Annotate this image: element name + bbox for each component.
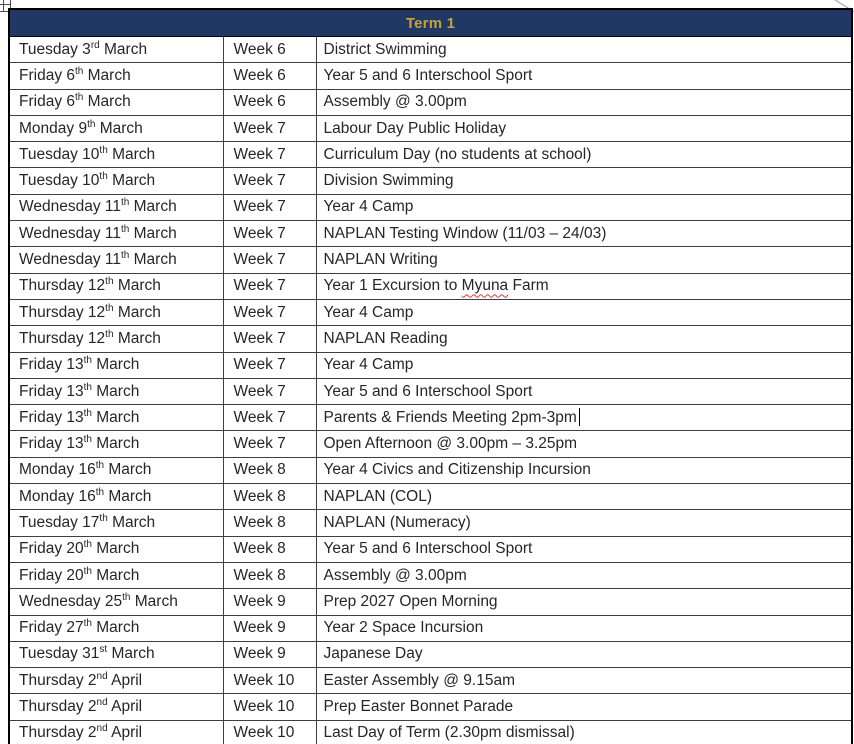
week-cell[interactable]: Week 7 <box>223 431 316 457</box>
event-cell[interactable]: NAPLAN (Numeracy) <box>316 510 852 536</box>
event-cell[interactable]: Division Swimming <box>316 168 852 194</box>
event-cell[interactable]: Prep 2027 Open Morning <box>316 589 852 615</box>
ordinal-superscript: th <box>75 65 84 77</box>
ordinal-superscript: th <box>120 223 130 235</box>
event-cell[interactable]: Labour Day Public Holiday <box>316 115 852 141</box>
date-cell[interactable]: Thursday 2nd April <box>9 668 223 694</box>
table-row <box>9 247 852 273</box>
event-cell[interactable]: Open Afternoon @ 3.00pm – 3.25pm <box>316 431 852 457</box>
text-cursor <box>579 408 581 426</box>
date-cell[interactable]: Monday 16th March <box>9 484 223 510</box>
week-cell[interactable]: Week 10 <box>223 720 316 744</box>
week-cell[interactable]: Week 10 <box>223 668 316 694</box>
ordinal-superscript: th <box>83 407 92 419</box>
misspelled-word: Myuna <box>461 277 509 295</box>
ordinal-superscript: th <box>120 249 130 261</box>
event-cell[interactable]: Year 4 Camp <box>316 352 852 378</box>
ordinal-superscript: th <box>122 591 131 603</box>
week-cell[interactable]: Week 9 <box>223 589 316 615</box>
date-cell[interactable]: Friday 13th March <box>9 405 223 431</box>
date-cell[interactable]: Thursday 2nd April <box>9 694 223 720</box>
ordinal-superscript: th <box>83 565 92 577</box>
table-row <box>9 615 852 641</box>
date-cell[interactable]: Thursday 12th March <box>9 273 223 299</box>
week-cell[interactable]: Week 8 <box>223 562 316 588</box>
table-row <box>9 694 852 720</box>
table-body <box>9 37 852 744</box>
ordinal-superscript: th <box>95 486 105 498</box>
ordinal-superscript: th <box>83 355 92 367</box>
date-cell[interactable]: Tuesday 10th March <box>9 142 223 168</box>
date-cell[interactable]: Thursday 12th March <box>9 299 223 325</box>
date-cell[interactable]: Wednesday 25th March <box>9 589 223 615</box>
table-header-row <box>9 9 852 37</box>
ordinal-superscript: th <box>99 512 108 524</box>
event-cell[interactable]: Year 4 Camp <box>316 299 852 325</box>
event-cell[interactable]: Assembly @ 3.00pm <box>316 562 852 588</box>
ordinal-superscript: th <box>99 144 108 156</box>
ordinal-superscript: th <box>95 460 105 472</box>
table-row <box>9 115 852 141</box>
table-row <box>9 89 852 115</box>
week-cell[interactable]: Week 8 <box>223 484 316 510</box>
date-cell[interactable]: Tuesday 3rd March <box>9 37 223 63</box>
event-cell[interactable]: Year 4 Civics and Citizenship Incursion <box>316 457 852 483</box>
table-row <box>9 641 852 667</box>
ordinal-superscript: th <box>83 618 92 630</box>
event-cell[interactable]: Prep Easter Bonnet Parade <box>316 694 852 720</box>
week-cell[interactable]: Week 7 <box>223 326 316 352</box>
event-cell[interactable]: Year 5 and 6 Interschool Sport <box>316 536 852 562</box>
week-cell[interactable]: Week 10 <box>223 694 316 720</box>
week-cell[interactable]: Week 9 <box>223 641 316 667</box>
table-title[interactable]: Term 1 <box>9 9 852 37</box>
table-row <box>9 352 852 378</box>
week-cell[interactable]: Week 7 <box>223 273 316 299</box>
date-cell[interactable]: Friday 6th March <box>9 63 223 89</box>
week-cell[interactable]: Week 6 <box>223 37 316 63</box>
date-cell[interactable]: Tuesday 10th March <box>9 168 223 194</box>
table-row <box>9 720 852 744</box>
ordinal-superscript: st <box>99 644 108 656</box>
event-cell[interactable]: Curriculum Day (no students at school) <box>316 142 852 168</box>
date-cell[interactable]: Friday 6th March <box>9 89 223 115</box>
ordinal-superscript: th <box>87 118 96 130</box>
date-cell[interactable]: Thursday 12th March <box>9 326 223 352</box>
event-cell[interactable]: Year 1 Excursion to Myuna Farm <box>316 273 852 299</box>
table-row <box>9 378 852 404</box>
table-row <box>9 405 852 431</box>
ordinal-superscript: rd <box>90 39 100 51</box>
week-cell[interactable]: Week 7 <box>223 142 316 168</box>
event-cell[interactable]: Assembly @ 3.00pm <box>316 89 852 115</box>
ordinal-superscript: th <box>83 381 92 393</box>
event-cell[interactable]: Year 5 and 6 Interschool Sport <box>316 63 852 89</box>
ordinal-superscript: nd <box>96 696 108 708</box>
table-row <box>9 510 852 536</box>
table-row <box>9 194 852 220</box>
event-cell[interactable]: NAPLAN (COL) <box>316 484 852 510</box>
date-cell[interactable]: Wednesday 11th March <box>9 247 223 273</box>
date-cell[interactable]: Friday 13th March <box>9 378 223 404</box>
table-row <box>9 668 852 694</box>
ordinal-superscript: th <box>75 92 84 104</box>
date-cell[interactable]: Friday 20th March <box>9 562 223 588</box>
event-cell[interactable]: NAPLAN Testing Window (11/03 – 24/03) <box>316 221 852 247</box>
date-cell[interactable]: Tuesday 31st March <box>9 641 223 667</box>
week-cell[interactable]: Week 8 <box>223 536 316 562</box>
table-row <box>9 457 852 483</box>
week-cell[interactable]: Week 6 <box>223 89 316 115</box>
table-row <box>9 273 852 299</box>
date-cell[interactable]: Thursday 2nd April <box>9 720 223 744</box>
ordinal-superscript: nd <box>96 670 108 682</box>
event-cell[interactable]: Year 4 Camp <box>316 194 852 220</box>
term1-events-table <box>8 8 853 744</box>
event-cell[interactable]: NAPLAN Reading <box>316 326 852 352</box>
ordinal-superscript: th <box>83 433 92 445</box>
date-cell[interactable]: Monday 16th March <box>9 457 223 483</box>
date-cell[interactable]: Friday 20th March <box>9 536 223 562</box>
week-cell[interactable]: Week 9 <box>223 615 316 641</box>
table-row <box>9 326 852 352</box>
date-cell[interactable]: Friday 13th March <box>9 431 223 457</box>
ordinal-superscript: th <box>83 539 92 551</box>
table-row <box>9 536 852 562</box>
ordinal-superscript: th <box>105 276 114 288</box>
date-cell[interactable]: Friday 27th March <box>9 615 223 641</box>
event-cell[interactable]: Year 2 Space Incursion <box>316 615 852 641</box>
event-cell[interactable]: Last Day of Term (2.30pm dismissal) <box>316 720 852 744</box>
date-cell[interactable]: Tuesday 17th March <box>9 510 223 536</box>
event-cell[interactable]: Year 5 and 6 Interschool Sport <box>316 378 852 404</box>
week-cell[interactable]: Week 8 <box>223 510 316 536</box>
ordinal-superscript: th <box>105 302 114 314</box>
table-row <box>9 589 852 615</box>
week-cell[interactable]: Week 7 <box>223 352 316 378</box>
table-row <box>9 562 852 588</box>
date-cell[interactable]: Wednesday 11th March <box>9 194 223 220</box>
week-cell[interactable]: Week 7 <box>223 299 316 325</box>
week-cell[interactable]: Week 7 <box>223 247 316 273</box>
event-cell[interactable]: District Swimming <box>316 37 852 63</box>
date-cell[interactable]: Friday 13th March <box>9 352 223 378</box>
table-row <box>9 37 852 63</box>
event-cell[interactable]: Japanese Day <box>316 641 852 667</box>
ordinal-superscript: th <box>99 170 108 182</box>
event-cell[interactable]: Easter Assembly @ 9.15am <box>316 668 852 694</box>
week-cell[interactable]: Week 7 <box>223 115 316 141</box>
table-row <box>9 168 852 194</box>
week-cell[interactable]: Week 8 <box>223 457 316 483</box>
table-row <box>9 63 852 89</box>
date-cell[interactable]: Wednesday 11th March <box>9 221 223 247</box>
date-cell[interactable]: Monday 9th March <box>9 115 223 141</box>
week-cell[interactable]: Week 7 <box>223 378 316 404</box>
table-row <box>9 142 852 168</box>
event-cell[interactable]: NAPLAN Writing <box>316 247 852 273</box>
table-row <box>9 299 852 325</box>
week-cell[interactable]: Week 7 <box>223 168 316 194</box>
week-cell[interactable]: Week 7 <box>223 194 316 220</box>
table-row <box>9 431 852 457</box>
ordinal-superscript: nd <box>96 723 108 735</box>
ordinal-superscript: th <box>105 328 114 340</box>
week-cell[interactable]: Week 6 <box>223 63 316 89</box>
event-cell[interactable]: Parents & Friends Meeting 2pm-3pm <box>316 405 852 431</box>
week-cell[interactable]: Week 7 <box>223 221 316 247</box>
week-cell[interactable]: Week 7 <box>223 405 316 431</box>
table-row <box>9 221 852 247</box>
table-row <box>9 484 852 510</box>
ordinal-superscript: th <box>120 197 130 209</box>
